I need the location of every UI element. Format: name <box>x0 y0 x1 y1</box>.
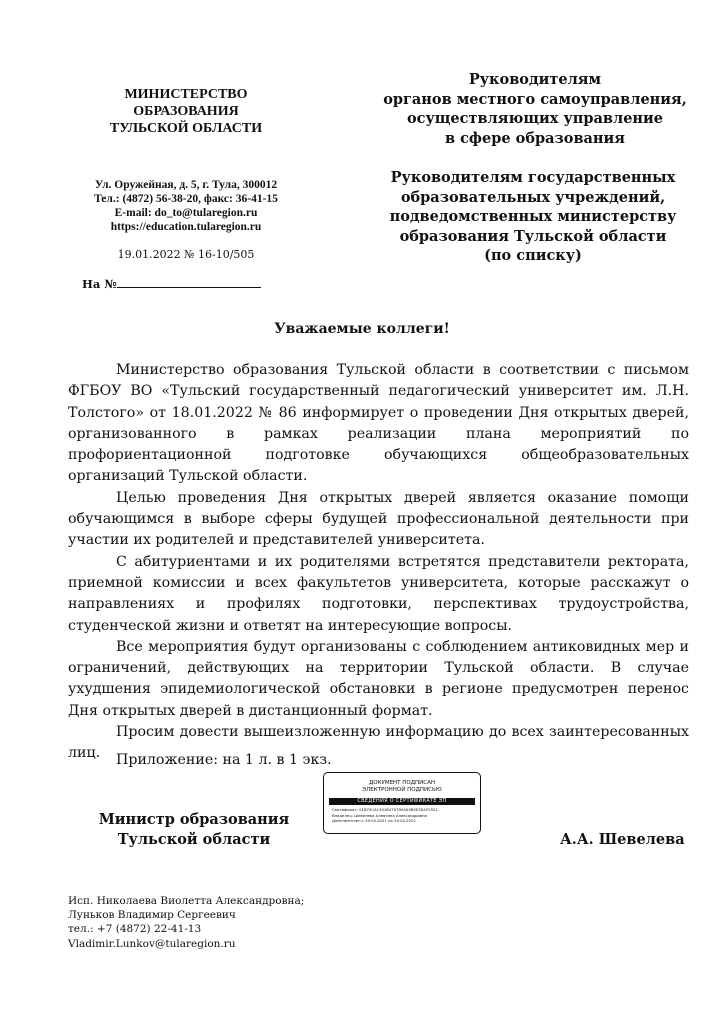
executor-line: Исп. Николаева Виолетта Александровна; <box>68 895 305 907</box>
body-paragraph: Все мероприятия будут организованы с соблюдением антиковидных мер и ограничений, действующих на территории Тульской области. В случае ухудшения эпидемиологической обстановки в регионе предусмотрен перенос Дня открытых дверей в дистанционный формат. <box>68 638 689 719</box>
addressee-block-2 <box>355 168 711 266</box>
reply-to-underline <box>117 276 261 288</box>
addressee-line: подведомственных министерству <box>389 208 677 225</box>
addressee-line: осуществляющих управление <box>406 110 664 127</box>
executor-info <box>68 894 304 951</box>
body-paragraph: С абитуриентами и их родителями встретятся представители ректората, приемной комиссии и всех факультетов университета, которые расскажут о направлениях и профилях подготовки, перспективах трудоустройства, студенческой жизни и ответят на интересующие вопросы. <box>68 553 689 634</box>
outgoing-date-number: 19.01.2022 № 16-10/505 <box>117 248 255 261</box>
stamp-line: ДОКУМЕНТ ПОДПИСАН <box>368 780 436 786</box>
reply-to-label: На № <box>82 277 117 291</box>
sender-address: Ул. Оружейная, д. 5, г. Тула, 300012 <box>94 179 278 191</box>
stamp-owner: Владелец: Шевелева Алевтина Александровна <box>332 812 427 818</box>
stamp-certificate-id: Сертификат: 01B75CA1301B4707904A3B3E3D1F0522 <box>332 807 438 812</box>
executor-line: Луньков Владимир Сергеевич <box>68 909 236 922</box>
addressee-line: образовательных учреждений, <box>400 188 666 206</box>
attachment-note: Приложение: на 1 л. в 1 экз. <box>116 752 332 768</box>
stamp-line: ЭЛЕКТРОННОЙ ПОДПИСЬЮ <box>362 787 442 793</box>
addressee-block-1 <box>360 70 710 148</box>
addressee-line: (по списку) <box>484 247 582 264</box>
executor-line: тел.: +7 (4872) 22-41-13 <box>68 923 202 936</box>
body-paragraph: Министерство образования Тульской области в соответствии с письмом ФГБОУ ВО «Тульский государственный педагогический университет им. Л.Н. Толстого» от 18.01.2022 № 86 информирует о проведении Дня открытых дверей, организованного в рамках реализации плана мероприятий по профориентационной подготовке обучающихся общеобразовательных организаций Тульской области. <box>68 362 689 485</box>
sender-contacts <box>70 178 302 234</box>
stamp-certificate-band: СВЕДЕНИЯ О СЕРТИФИКАТЕ ЭП <box>329 798 475 805</box>
stamp-validity: Действителен с 29.04.2021 по 29.04.2022 <box>332 818 416 824</box>
addressee-line: Руководителям государственных <box>390 169 676 186</box>
ministry-line: ОБРАЗОВАНИЯ <box>133 104 239 119</box>
ministry-line: ТУЛЬСКОЙ ОБЛАСТИ <box>109 121 263 136</box>
sender-phone-fax: Тел.: (4872) 56-38-20, факс: 36-41-15 <box>94 193 278 205</box>
body-paragraph: Целью проведения Дня открытых дверей является оказание помощи обучающимся в выборе сферы будущей профессиональной деятельности при участии их родителей и представителей университета. <box>68 489 689 549</box>
addressee-line: органов местного самоуправления, <box>383 90 687 108</box>
letter-body <box>68 360 689 765</box>
signatory-title-line: Тульской области <box>117 831 271 848</box>
sender-website: https://education.tularegion.ru <box>110 221 262 233</box>
sender-ministry-name <box>70 86 302 137</box>
reply-to-field <box>82 276 261 291</box>
ministry-line: МИНИСТЕРСТВО <box>124 87 248 102</box>
signatory-title <box>80 810 308 850</box>
electronic-signature-stamp <box>323 772 481 834</box>
body-paragraph: Просим довести вышеизложенную информацию до всех заинтересованных лиц. <box>68 724 689 762</box>
greeting: Уважаемые коллеги! <box>274 321 450 337</box>
addressee-line: Руководителям <box>468 71 602 88</box>
addressee-line: в сфере образования <box>444 129 626 147</box>
signatory-name: А.А. Шевелева <box>560 831 685 848</box>
executor-line: Vladimir.Lunkov@tularegion.ru <box>68 937 236 950</box>
addressee-line: образования Тульской области <box>399 227 667 245</box>
signatory-title-line: Министр образования <box>98 811 290 828</box>
sender-email: E-mail: do_to@tularegion.ru <box>114 207 258 219</box>
